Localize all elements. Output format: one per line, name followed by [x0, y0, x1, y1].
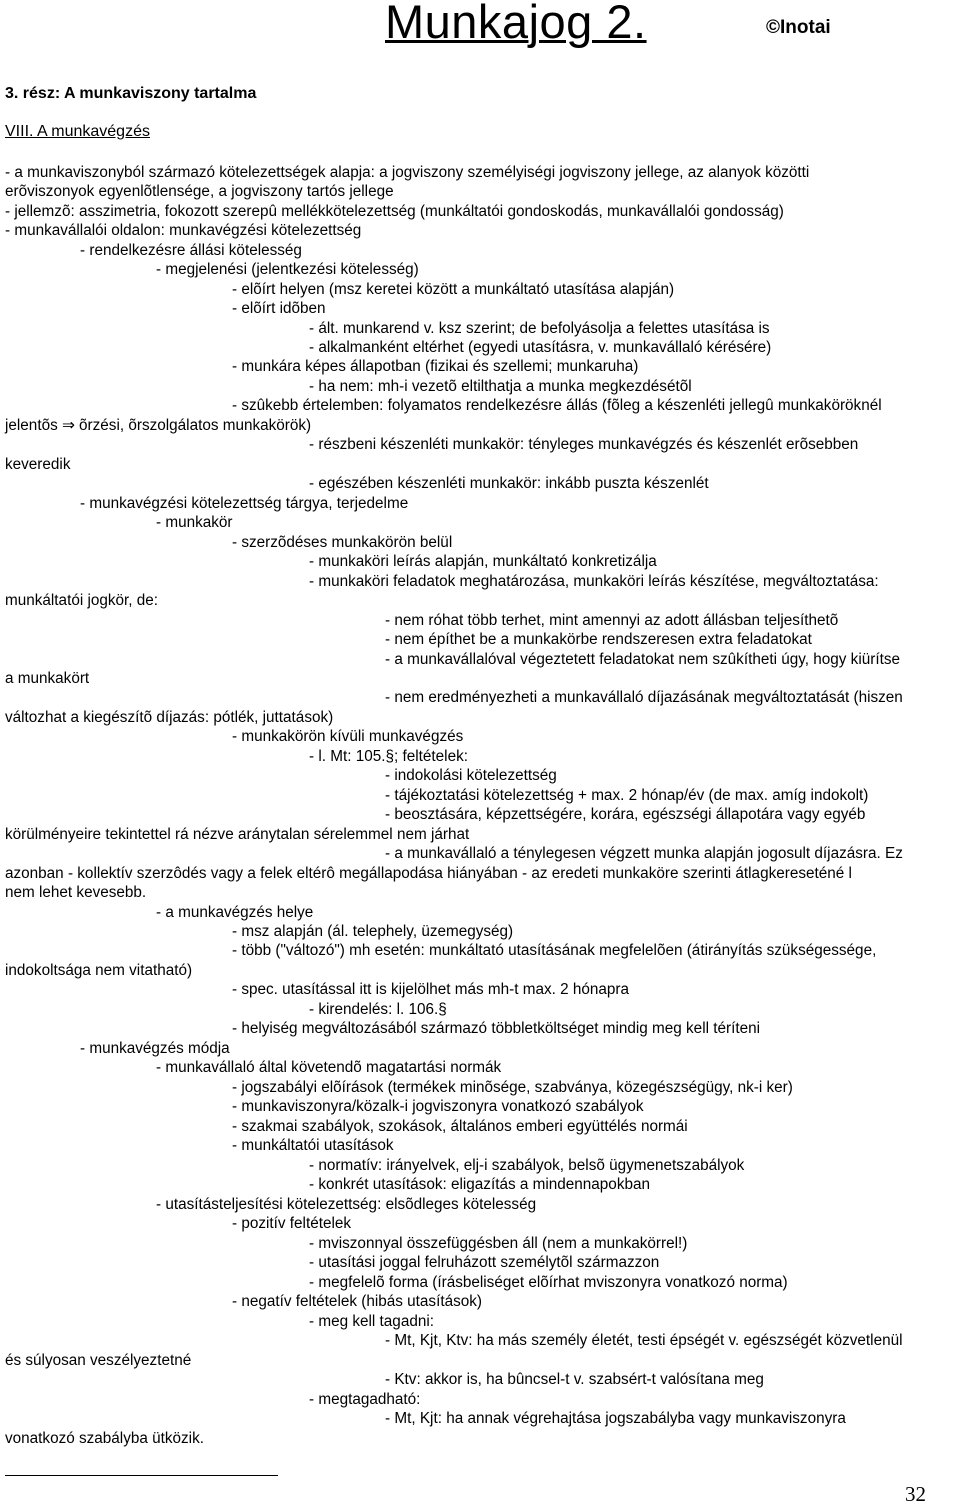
text-line: - részbeni készenléti munkakör: tényleges munkavégzés és készenlét erõsebben	[309, 436, 859, 453]
text-line: - utasításteljesítési kötelezettség: elsõdleges kötelesség	[156, 1196, 537, 1213]
text-line: - a munkaviszonyból származó kötelezettségek alapja: a jogviszony személyiségi jogviszony jellege, az alanyok közötti	[5, 164, 810, 181]
text-line: - tájékoztatási kötelezettség + max. 2 hónap/év (de max. amíg indokolt)	[385, 787, 869, 804]
text-line: jelentõs ⇒ õrzési, õrszolgálatos munkakörök)	[5, 417, 312, 434]
text-line: - munkakör	[156, 514, 233, 531]
text-line: - munkavállaló által követendõ magatartási normák	[156, 1059, 502, 1076]
text-line: - megtagadható:	[309, 1391, 421, 1408]
text-line: - indokolási kötelezettség	[385, 767, 557, 784]
text-line: erõviszonyok egyenlõtlensége, a jogviszony tartós jellege	[5, 183, 394, 200]
chapter-title: VIII. A munkavégzés	[5, 123, 150, 140]
text-line: - a munkavállalóval végeztetett feladatokat nem szûkítheti úgy, hogy kiürítse	[385, 651, 900, 668]
text-line: a munkakört	[5, 670, 90, 687]
text-line: - munkaviszonyra/közalk-i jogviszonyra vonatkozó szabályok	[232, 1098, 644, 1115]
text-line: - jellemzõ: asszimetria, fokozott szerepû mellékkötelezettség (munkáltatói gondoskodás, munkavállalói gondosság)	[5, 203, 784, 220]
text-line: nem lehet kevesebb.	[5, 884, 147, 901]
text-line: - Ktv: akkor is, ha bûncsel-t v. szabsért-t valósítana meg	[385, 1371, 764, 1388]
text-line: - mviszonnyal összefüggésben áll (nem a munkakörrel!)	[309, 1235, 688, 1252]
text-line: és súlyosan veszélyeztetné	[5, 1352, 192, 1369]
text-line: - alkalmanként eltérhet (egyedi utasításra, v. munkavállaló kérésére)	[309, 339, 772, 356]
text-line: azonban - kollektív szerzôdés vagy a felek eltérô megállapodása hiányában - az eredeti munkaköre szerinti átlagkereseténé l	[5, 865, 852, 882]
text-line: - szerzõdéses munkakörön belül	[232, 534, 453, 551]
text-line: keveredik	[5, 456, 71, 473]
text-line: - munkavégzési kötelezettség tárgya, terjedelme	[80, 495, 409, 512]
text-line: - munkáltatói utasítások	[232, 1137, 394, 1154]
footnote-separator	[5, 1475, 278, 1476]
page-number: 32	[905, 1482, 926, 1506]
text-line: - munkaköri feladatok meghatározása, munkaköri leírás készítése, megváltoztatása:	[309, 573, 879, 590]
text-line: - spec. utasítással itt is kijelölhet más mh-t max. 2 hónapra	[232, 981, 630, 998]
text-line: változhat a kiegészítõ díjazás: pótlék, juttatások)	[5, 709, 334, 726]
text-line: - megjelenési (jelentkezési kötelesség)	[156, 261, 419, 278]
text-line: - helyiség megváltozásából származó többletköltséget mindig meg kell téríteni	[232, 1020, 761, 1037]
text-line: - utasítási joggal felruházott személytõl származzon	[309, 1254, 660, 1271]
text-line: - Mt, Kjt: ha annak végrehajtása jogszabályba vagy munkaviszonyra	[385, 1410, 846, 1427]
text-line: - kirendelés: l. 106.§	[309, 1001, 447, 1018]
text-line: munkáltatói jogkör, de:	[5, 592, 159, 609]
text-line: - munkára képes állapotban (fizikai és szellemi; munkaruha)	[232, 358, 639, 375]
text-line: - msz alapján (ál. telephely, üzemegység)	[232, 923, 514, 940]
text-line: - munkaköri leírás alapján, munkáltató konkretizálja	[309, 553, 657, 570]
copyright-notice: ©Inotai	[766, 17, 831, 38]
text-line: - normatív: irányelvek, elj-i szabályok, belsõ ügymenetszabályok	[309, 1157, 745, 1174]
text-line: körülményeire tekintettel rá nézve aránytalan sérelemmel nem járhat	[5, 826, 470, 843]
text-line: - szûkebb értelemben: folyamatos rendelkezésre állás (fõleg a készenléti jellegû munkaköröknél	[232, 397, 882, 414]
text-line: vonatkozó szabályba ütközik.	[5, 1430, 204, 1447]
text-line: - jogszabályi elõírások (termékek minõsége, szabványa, közegészségügy, nk-i ker)	[232, 1079, 793, 1096]
text-line: - Mt, Kjt, Ktv: ha más személy életét, testi épségét v. egészségét közvetlenül	[385, 1332, 903, 1349]
text-line: - szakmai szabályok, szokások, általános emberi együttélés normái	[232, 1118, 688, 1135]
text-line: - l. Mt: 105.§; feltételek:	[309, 748, 468, 765]
text-line: - elõírt helyen (msz keretei között a munkáltató utasítása alapján)	[232, 281, 675, 298]
text-line: - egészében készenléti munkakör: inkább puszta készenlét	[309, 475, 709, 492]
text-line: - pozitív feltételek	[232, 1215, 352, 1232]
text-line: indokoltsága nem vitatható)	[5, 962, 193, 979]
text-line: - munkavégzés módja	[80, 1040, 230, 1057]
text-line: - nem eredményezheti a munkavállaló díjazásának megváltoztatását (hiszen	[385, 689, 903, 706]
section-title: 3. rész: A munkaviszony tartalma	[5, 85, 257, 102]
text-line: - nem építhet be a munkakörbe rendszeresen extra feladatokat	[385, 631, 812, 648]
text-line: - több ("változó") mh esetén: munkáltató utasításának megfelelõen (átirányítás szükségessége,	[232, 942, 877, 959]
document-title: Munkajog 2.	[385, 0, 647, 48]
text-line: - nem róhat több terhet, mint amennyi az adott állásban teljesíthetõ	[385, 612, 839, 629]
text-line: - a munkavégzés helye	[156, 904, 314, 921]
text-line: - meg kell tagadni:	[309, 1313, 434, 1330]
text-line: - a munkavállaló a ténylegesen végzett munka alapján jogosult díjazásra. Ez	[385, 845, 903, 862]
text-line: - munkavállalói oldalon: munkavégzési kötelezettség	[5, 222, 362, 239]
text-line: - konkrét utasítások: eligazítás a mindennapokban	[309, 1176, 650, 1193]
text-line: - ált. munkarend v. ksz szerint; de befolyásolja a felettes utasítása is	[309, 320, 770, 337]
text-line: - negatív feltételek (hibás utasítások)	[232, 1293, 482, 1310]
text-line: - elõírt idõben	[232, 300, 326, 317]
text-line: - munkakörön kívüli munkavégzés	[232, 728, 464, 745]
text-line: - beosztására, képzettségére, korára, egészségi állapotára vagy egyéb	[385, 806, 866, 823]
text-line: - ha nem: mh-i vezetõ eltilthatja a munka megkezdésétõl	[309, 378, 692, 395]
text-line: - rendelkezésre állási kötelesség	[80, 242, 302, 259]
text-line: - megfelelõ forma (írásbeliséget elõírhat mviszonyra vonatkozó norma)	[309, 1274, 788, 1291]
